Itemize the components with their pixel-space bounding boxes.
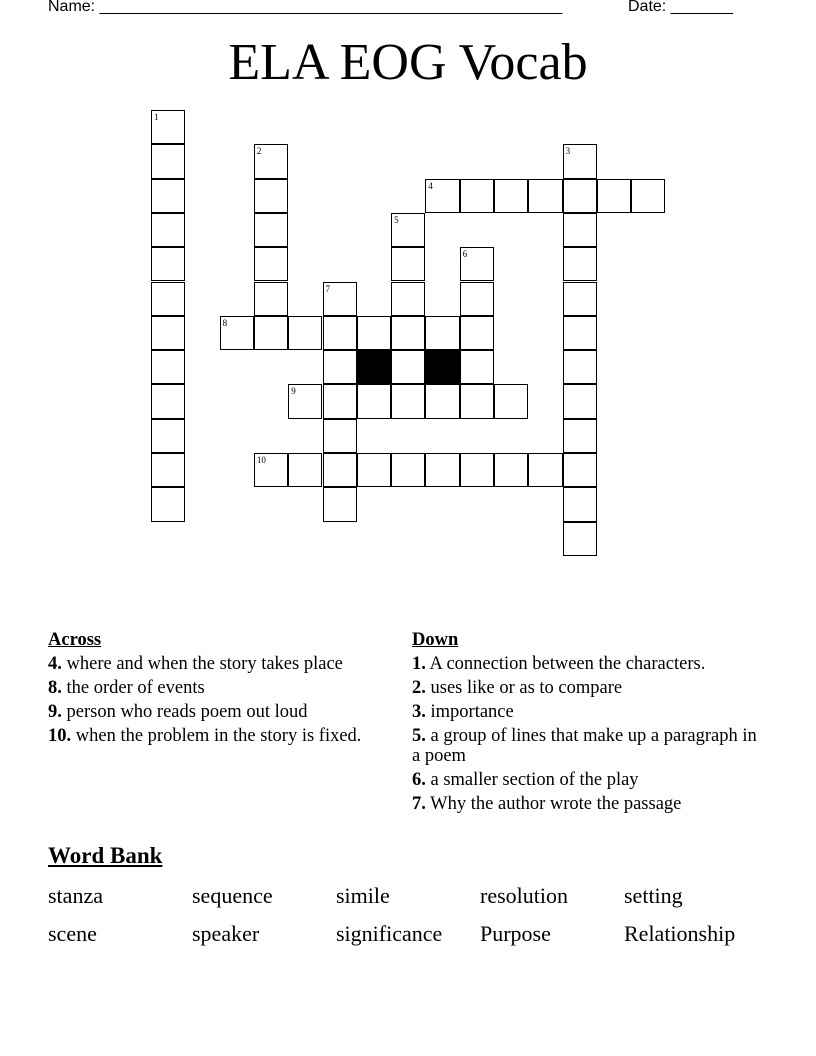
clue-text: Why the author wrote the passage [430, 794, 682, 814]
crossword-cell[interactable] [460, 316, 494, 350]
crossword-cell[interactable] [528, 179, 562, 213]
crossword-cell[interactable] [151, 144, 185, 178]
clue-number-label: 10 [256, 455, 266, 465]
clue-number: 9. [48, 702, 62, 722]
crossword-cell[interactable] [563, 144, 597, 178]
down-clue [412, 678, 762, 698]
down-heading: Down [412, 630, 459, 650]
crossword-cell[interactable] [357, 384, 391, 418]
crossword-cell[interactable] [151, 247, 185, 281]
word-bank-item: Purpose [480, 921, 551, 946]
crossword-cell[interactable] [323, 419, 357, 453]
crossword-cell[interactable] [563, 522, 597, 556]
crossword-cell[interactable] [391, 384, 425, 418]
crossword-cell[interactable] [151, 384, 185, 418]
down-clue [412, 794, 762, 814]
page-title: ELA EOG Vocab [228, 34, 588, 91]
crossword-cell[interactable] [563, 350, 597, 384]
clue-number: 7. [412, 794, 426, 814]
crossword-block [357, 350, 391, 384]
crossword-cell[interactable] [357, 453, 391, 487]
crossword-cell[interactable] [151, 316, 185, 350]
crossword-cell[interactable] [151, 179, 185, 213]
across-heading: Across [48, 630, 102, 650]
crossword-cell[interactable] [391, 282, 425, 316]
clue-text: a smaller section of the play [430, 770, 639, 790]
crossword-cell[interactable] [254, 247, 288, 281]
clue-number: 2. [412, 678, 426, 698]
clue-number-label: 2 [256, 146, 262, 157]
word-bank-item: resolution [480, 883, 568, 908]
crossword-cell[interactable] [254, 316, 288, 350]
crossword-cell[interactable] [631, 179, 665, 213]
crossword-cell[interactable] [460, 247, 494, 281]
crossword-cell[interactable] [597, 179, 631, 213]
crossword-cell[interactable] [151, 350, 185, 384]
crossword-cell[interactable] [323, 282, 357, 316]
crossword-cell[interactable] [391, 247, 425, 281]
clue-text: the order of events [66, 678, 205, 698]
word-bank-item: significance [336, 921, 443, 946]
crossword-cell[interactable] [254, 179, 288, 213]
crossword-cell[interactable] [460, 453, 494, 487]
word-bank-item: simile [336, 883, 390, 908]
crossword-cell[interactable] [391, 453, 425, 487]
clue-number-label: 1 [154, 112, 159, 122]
name-field[interactable]: Name: ____________________________________________________ [48, 0, 563, 15]
crossword-cell[interactable] [254, 282, 288, 316]
crossword-cell[interactable] [528, 453, 562, 487]
crossword-cell[interactable] [151, 453, 185, 487]
down-clue [412, 702, 762, 722]
crossword-cell[interactable] [460, 350, 494, 384]
down-clue [412, 770, 762, 790]
crossword-cell[interactable] [563, 384, 597, 418]
word-bank-item: Relationship [624, 921, 736, 946]
across-clues [48, 630, 388, 750]
crossword-cell[interactable] [563, 487, 597, 521]
clue-number: 1. [412, 654, 426, 674]
crossword-cell[interactable] [563, 419, 597, 453]
crossword-cell[interactable] [391, 350, 425, 384]
crossword-cell[interactable] [323, 350, 357, 384]
crossword-cell[interactable] [425, 453, 459, 487]
crossword-cell[interactable] [357, 316, 391, 350]
clue-number: 6. [412, 770, 426, 790]
crossword-cell[interactable] [425, 384, 459, 418]
crossword-cell[interactable] [151, 110, 185, 144]
word-bank-item: scene [48, 921, 97, 946]
clue-number-label: 8 [222, 317, 228, 328]
down-clues [412, 630, 762, 818]
clue-text: when the problem in the story is fixed. [75, 726, 362, 746]
crossword-cell[interactable] [391, 213, 425, 247]
clue-number-label: 3 [565, 146, 571, 157]
crossword-cell[interactable] [563, 213, 597, 247]
crossword-cell[interactable] [460, 282, 494, 316]
clue-number-label: 4 [428, 180, 433, 191]
crossword-cell[interactable] [288, 453, 322, 487]
across-clue [48, 726, 388, 746]
crossword-cell[interactable] [425, 179, 459, 213]
down-clue [412, 654, 762, 674]
across-clue [48, 678, 388, 698]
word-bank-item: speaker [192, 921, 260, 946]
crossword-cell[interactable] [323, 316, 357, 350]
crossword-cell[interactable] [254, 453, 288, 487]
across-clue [48, 702, 388, 722]
across-clue [48, 654, 388, 674]
crossword-cell[interactable] [323, 487, 357, 521]
crossword-cell[interactable] [151, 419, 185, 453]
clue-number: 10. [48, 726, 72, 746]
clue-number-label: 9 [291, 386, 296, 397]
crossword-cell[interactable] [563, 179, 597, 213]
clue-number-label: 6 [462, 249, 468, 260]
crossword-cell[interactable] [494, 453, 528, 487]
crossword-cell[interactable] [151, 487, 185, 521]
crossword-cell[interactable] [254, 213, 288, 247]
word-bank-item: sequence [192, 883, 273, 908]
clue-text: person who reads poem out loud [66, 702, 308, 722]
crossword-cell[interactable] [288, 384, 322, 418]
crossword-cell[interactable] [288, 316, 322, 350]
crossword-cell[interactable] [151, 213, 185, 247]
crossword-block [425, 350, 459, 384]
crossword-cell[interactable] [220, 316, 254, 350]
clue-text: where and when the story takes place [66, 654, 343, 674]
crossword-cell[interactable] [494, 384, 528, 418]
word-bank-item: stanza [48, 883, 103, 908]
crossword-cell[interactable] [460, 384, 494, 418]
clue-number-label: 5 [394, 214, 399, 225]
crossword-cell[interactable] [494, 179, 528, 213]
crossword-cell[interactable] [563, 247, 597, 281]
crossword-cell[interactable] [563, 453, 597, 487]
crossword-cell[interactable] [323, 453, 357, 487]
clue-number: 5. [412, 726, 426, 746]
clue-number: 4. [48, 654, 62, 674]
word-bank-item: setting [624, 883, 683, 908]
crossword-cell[interactable] [151, 282, 185, 316]
date-field[interactable]: Date: _______ [628, 0, 733, 15]
crossword-cell[interactable] [254, 144, 288, 178]
clue-number: 8. [48, 678, 62, 698]
down-clue [412, 726, 762, 766]
clue-text: uses like or as to compare [430, 678, 623, 698]
crossword-cell[interactable] [323, 384, 357, 418]
clue-number-label: 7 [325, 283, 330, 294]
crossword-cell[interactable] [425, 316, 459, 350]
clue-text: importance [430, 702, 514, 722]
word-bank-title: Word Bank [48, 843, 163, 868]
clue-text: A connection between the characters. [429, 654, 706, 674]
crossword-cell[interactable] [563, 316, 597, 350]
clue-number: 3. [412, 702, 426, 722]
crossword-cell[interactable] [391, 316, 425, 350]
crossword-cell[interactable] [563, 282, 597, 316]
crossword-cell[interactable] [460, 179, 494, 213]
clue-text: a group of lines that make up a paragraph in a poem [412, 726, 757, 766]
